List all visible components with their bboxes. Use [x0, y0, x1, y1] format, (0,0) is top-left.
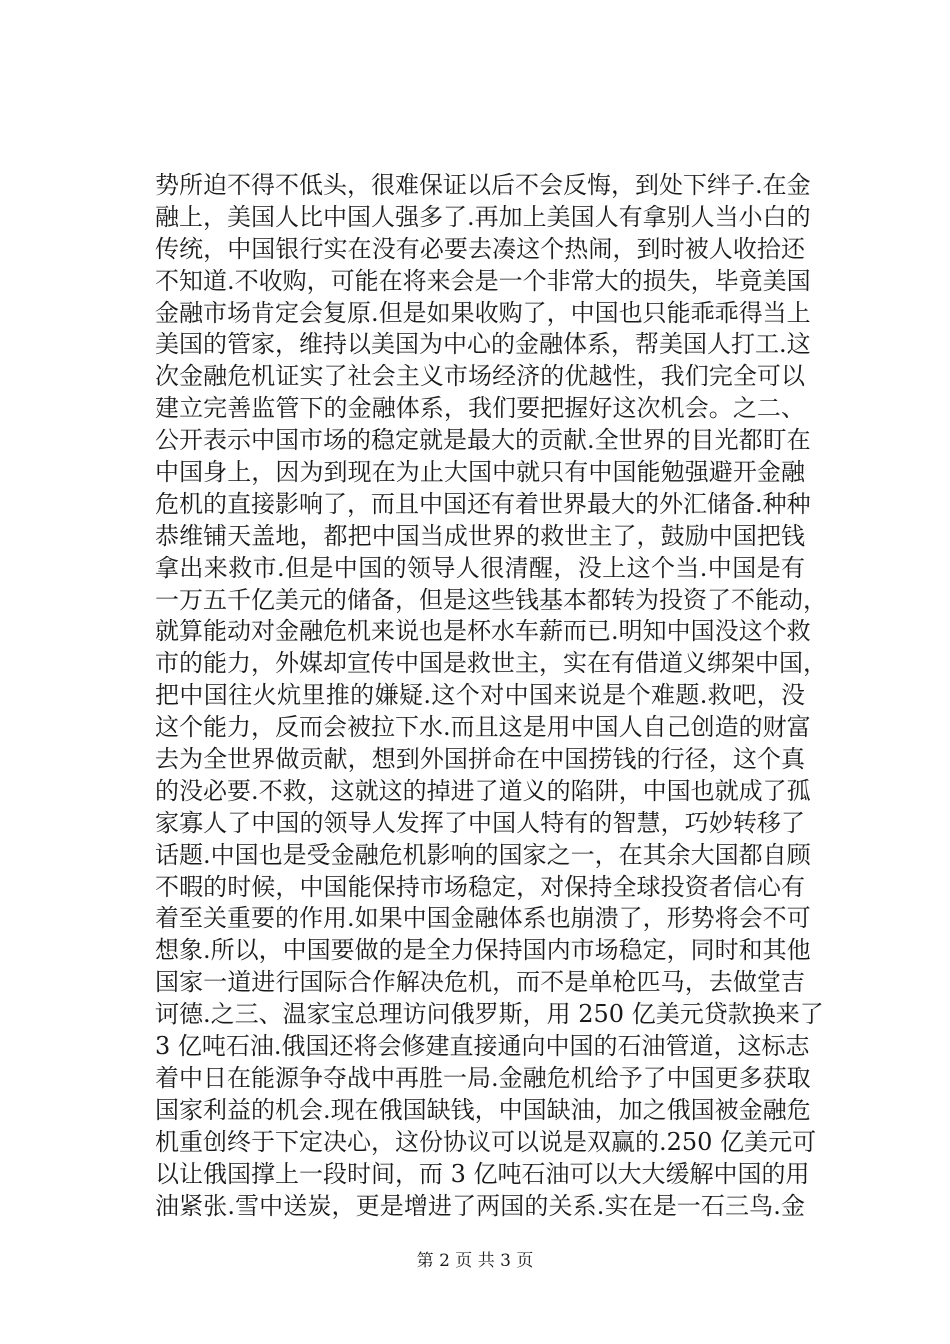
text-line: 诃德.之三、温家宝总理访问俄罗斯，用 250 亿美元贷款换来了: [155, 1000, 824, 1029]
text-line: 3 亿吨石油.俄国还将会修建直接通向中国的石油管道，这标志: [155, 1032, 810, 1061]
text-line: 把中国往火炕里推的嫌疑.这个对中国来说是个难题.救吧，没: [155, 681, 805, 710]
text-line: 家寡人了中国的领导人发挥了中国人特有的智慧，巧妙转移了: [155, 808, 805, 837]
text-line: 着至关重要的作用.如果中国金融体系也崩溃了，形势将会不可: [155, 904, 811, 933]
text-line: 国家利益的机会.现在俄国缺钱，中国缺油，加之俄国被金融危: [155, 1095, 811, 1124]
text-line: 建立完善监管下的金融体系，我们要把握好这次机会。之二、: [155, 394, 805, 423]
text-line: 想象.所以，中国要做的是全力保持国内市场稳定，同时和其他: [155, 936, 811, 965]
text-line: 着中日在能源争夺战中再胜一局.金融危机给予了中国更多获取: [155, 1063, 811, 1092]
text-line: 一万五千亿美元的储备，但是这些钱基本都转为投资了不能动，: [155, 585, 827, 614]
text-line: 话题.中国也是受金融危机影响的国家之一，在其余大国都自顾: [155, 840, 811, 869]
text-line: 美国的管家，维持以美国为中心的金融体系，帮美国人打工.这: [155, 330, 811, 359]
text-line: 去为全世界做贡献，想到外国拼命在中国捞钱的行径，这个真: [155, 745, 805, 774]
text-line: 次金融危机证实了社会主义市场经济的优越性，我们完全可以: [155, 362, 805, 391]
text-line: 不暇的时候，中国能保持市场稳定，对保持全球投资者信心有: [155, 872, 805, 901]
text-line: 金融市场肯定会复原.但是如果收购了，中国也只能乖乖得当上: [155, 298, 811, 327]
text-line: 传统，中国银行实在没有必要去凑这个热闹，到时被人收拾还: [155, 234, 805, 263]
text-line: 拿出来救市.但是中国的领导人很清醒，没上这个当.中国是有: [155, 553, 805, 582]
text-line: 油紧张.雪中送炭，更是增进了两国的关系.实在是一石三鸟.金: [155, 1191, 805, 1220]
text-line: 不知道.不收购，可能在将来会是一个非常大的损失，毕竟美国: [155, 266, 811, 295]
text-line: 市的能力，外媒却宣传中国是救世主，实在有借道义绑架中国，: [155, 649, 827, 678]
text-line: 危机的直接影响了，而且中国还有着世界最大的外汇储备.种种: [155, 489, 811, 518]
text-line: 国家一道进行国际合作解决危机，而不是单枪匹马，去做堂吉: [155, 968, 805, 997]
page-footer: 第 2 页 共 3 页: [416, 1251, 534, 1271]
text-line: 就算能动对金融危机来说也是杯水车薪而已.明知中国没这个救: [155, 617, 811, 646]
text-line: 中国身上，因为到现在为止大国中就只有中国能勉强避开金融: [155, 458, 805, 487]
text-line: 这个能力，反而会被拉下水.而且这是用中国人自己创造的财富: [155, 713, 811, 742]
text-line: 机重创终于下定决心，这份协议可以说是双赢的.250 亿美元可: [155, 1127, 817, 1156]
text-line: 的没必要.不救，这就这的掉进了道义的陷阱，中国也就成了孤: [155, 776, 811, 805]
body-text: [155, 170, 827, 1222]
text-line: 以让俄国撑上一段时间，而 3 亿吨石油可以大大缓解中国的用: [155, 1159, 810, 1188]
text-line: 恭维铺天盖地，都把中国当成世界的救世主了，鼓励中国把钱: [155, 521, 805, 550]
text-line: 融上，美国人比中国人强多了.再加上美国人有拿别人当小白的: [155, 202, 811, 231]
text-line: 公开表示中国市场的稳定就是最大的贡献.全世界的目光都盯在: [155, 426, 811, 455]
text-line: 势所迫不得不低头，很难保证以后不会反悔，到处下绊子.在金: [155, 171, 811, 199]
